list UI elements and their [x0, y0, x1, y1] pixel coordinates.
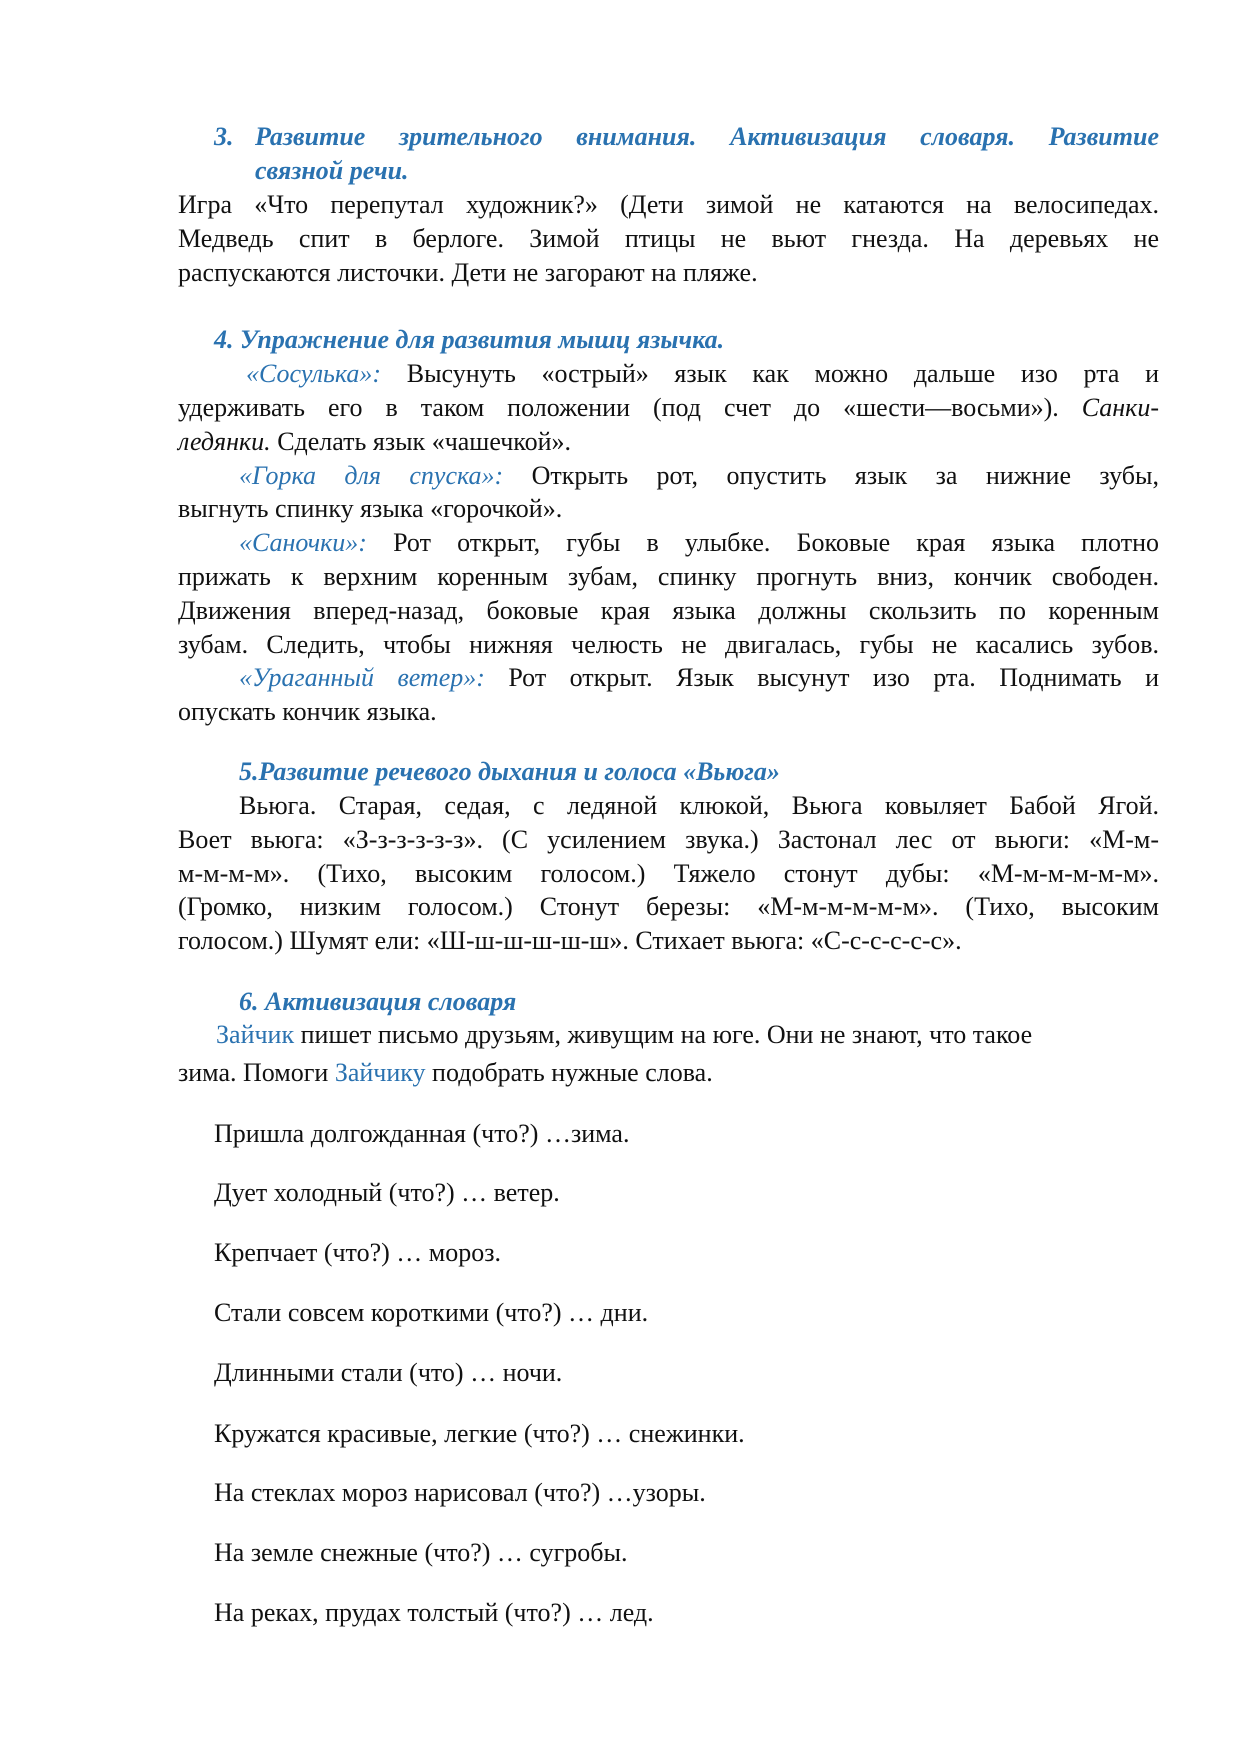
paragraph-line [178, 425, 571, 459]
list-item [214, 1176, 560, 1210]
text-segment: подобрать нужные слова. [425, 1058, 713, 1087]
section-5-heading [239, 755, 780, 789]
heading-text: 4. Упражнение для развития мышц язычка. [214, 325, 725, 354]
paragraph-line [178, 1056, 713, 1090]
text-segment: голосом.) Шумят ели: «Ш-ш-ш-ш-ш-ш». Стихает вьюга: «С-с-с-с-с-с». [178, 926, 962, 955]
emphasis-text: «Сосулька»: [246, 359, 382, 388]
paragraph-line [178, 222, 1159, 256]
text-segment: прижать к верхним коренным зубам, спинку прогнуть вниз, кончик свободен. [178, 562, 1159, 591]
list-item [214, 1417, 745, 1451]
paragraph-line [178, 823, 1159, 857]
exercise-gorka [239, 459, 1159, 493]
text-segment: удерживать его в таком положении (под счет до «шести—восьми»). [178, 393, 1082, 422]
text-segment: На реках, прудах толстый (что?) … лед. [214, 1598, 654, 1627]
paragraph-line [178, 256, 758, 290]
heading-text: Развитие зрительного внимания. Активизация словаря. Развитие [255, 122, 1159, 151]
paragraph-line [178, 857, 1159, 891]
paragraph-line [178, 560, 1159, 594]
paragraph-line [178, 391, 1159, 425]
paragraph-line [178, 492, 562, 526]
text-segment: Медведь спит в берлоге. Зимой птицы не вьют гнезда. На деревьях не [178, 224, 1159, 253]
list-item [214, 1117, 629, 1151]
text-segment: Высунуть «острый» язык как можно дальше изо рта и [381, 359, 1159, 388]
text-segment: На стеклах мороз нарисовал (что?) …узоры. [214, 1478, 706, 1507]
heading-text: 3. [214, 122, 234, 151]
text-segment: зима. Помоги [178, 1058, 335, 1087]
text-segment: На земле снежные (что?) … сугробы. [214, 1538, 628, 1567]
list-item [214, 1596, 654, 1630]
heading-text: 5.Развитие речевого дыхания и голоса «Вьюга» [239, 757, 780, 786]
section-3-heading-cont [255, 154, 409, 188]
list-item [214, 1236, 501, 1270]
emphasis-text: «Ураганный ветер»: [239, 663, 485, 692]
text-segment: Воет вьюга: «З-з-з-з-з-з». (С усилением звука.) Застонал лес от вьюги: «М-м- [178, 825, 1159, 854]
text-segment: распускаются листочки. Дети не загорают на пляже. [178, 258, 758, 287]
text-segment: выгнуть спинку языка «горочкой». [178, 494, 563, 523]
paragraph-line [178, 628, 1159, 662]
text-segment: пишет письмо друзьям, живущим на юге. Они не знают, что такое [294, 1020, 1033, 1049]
paragraph-line [178, 188, 1159, 222]
exercise-sanochki [239, 526, 1159, 560]
text-segment: Рот открыт, губы в улыбке. Боковые края языка плотно [366, 528, 1159, 557]
list-item [214, 1296, 648, 1330]
text-segment: Длинными стали (что) … ночи. [214, 1358, 563, 1387]
paragraph-line [178, 924, 962, 958]
text-segment: Сделать язык «чашечкой». [270, 427, 572, 456]
heading-text: 6. Активизация словаря [239, 987, 517, 1016]
text-segment: Стали совсем короткими (что?) … дни. [214, 1298, 649, 1327]
heading-text: связной речи. [255, 156, 409, 185]
emphasis-text: «Горка для спуска»: [239, 461, 504, 490]
text-segment: Рот открыт. Язык высунут изо рта. Поднимать и [484, 663, 1159, 692]
text-segment: Открыть рот, опустить язык за нижние зубы, [503, 461, 1160, 490]
paragraph-line [178, 695, 437, 729]
section-4-heading [214, 323, 724, 357]
section-3-heading [255, 120, 1159, 154]
text-segment: Пришла долгожданная (что?) …зима. [214, 1119, 630, 1148]
list-item [214, 1476, 706, 1510]
emphasis-text: «Саночки»: [239, 528, 367, 557]
emphasis-text: Зайчику [334, 1058, 426, 1087]
text-segment: Кружатся красивые, легкие (что?) … снежинки. [214, 1419, 745, 1448]
text-segment: Движения вперед-назад, боковые края языка должны скользить по коренным [178, 596, 1159, 625]
text-segment: Крепчает (что?) … мороз. [214, 1238, 501, 1267]
text-segment: Игра «Что перепутал художник?» (Дети зимой не катаются на велосипедах. [178, 190, 1159, 219]
exercise-uragan [239, 661, 1159, 695]
paragraph-line [178, 594, 1159, 628]
section-6-heading [239, 985, 516, 1019]
paragraph-line [178, 890, 1159, 924]
text-segment: опускать кончик языка. [178, 697, 437, 726]
emphasis-text: Зайчик [216, 1020, 295, 1049]
emphasis-text: Санки- [1081, 393, 1159, 422]
list-item [214, 1536, 628, 1570]
paragraph-line [216, 1018, 1032, 1052]
exercise-sosulka [246, 357, 1159, 391]
text-segment: (Громко, низким голосом.) Стонут березы: «М-м-м-м-м-м». (Тихо, высоким [178, 892, 1159, 921]
emphasis-text: ледянки. [178, 427, 271, 456]
paragraph-line [239, 789, 1159, 823]
text-segment: м-м-м-м». (Тихо, высоким голосом.) Тяжело стонут дубы: «М-м-м-м-м-м». [178, 859, 1159, 888]
text-segment: зубам. Следить, чтобы нижняя челюсть не двигалась, губы не касались зубов. [178, 630, 1159, 659]
section-3-number [214, 120, 234, 154]
list-item [214, 1356, 562, 1390]
text-segment: Вьюга. Старая, седая, с ледяной клюкой, Вьюга ковыляет Бабой Ягой. [239, 791, 1159, 820]
text-segment: Дует холодный (что?) … ветер. [214, 1178, 560, 1207]
